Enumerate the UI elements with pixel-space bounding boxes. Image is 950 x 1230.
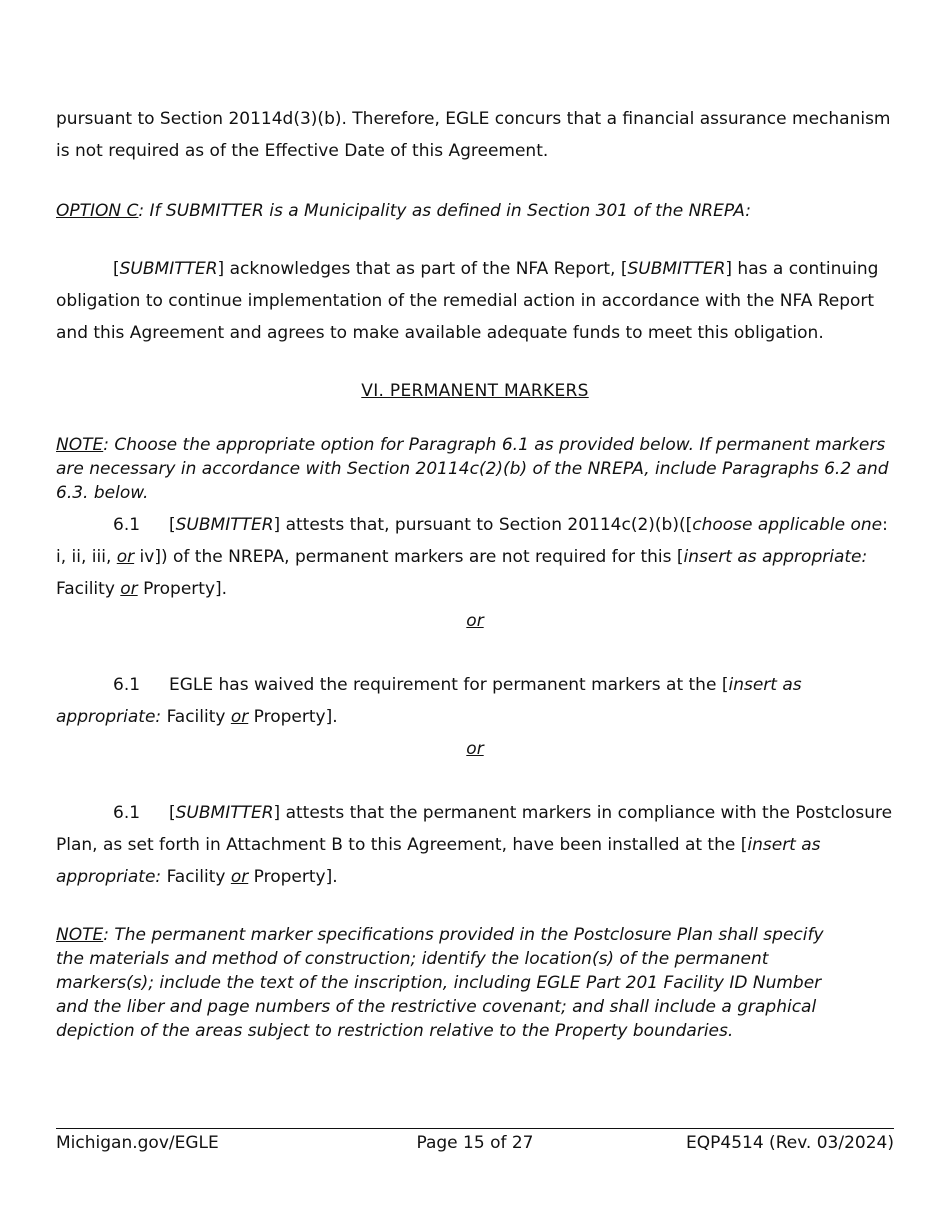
text-run: EGLE has waived the requirement for permanent markers at the [ [169, 675, 729, 695]
section-heading [56, 379, 894, 403]
or-word: or [230, 867, 249, 887]
footer-page-number: Page 15 of 27 [416, 1133, 534, 1153]
document-page [56, 103, 894, 1043]
or-word: or [116, 547, 135, 567]
note-label: NOTE [56, 925, 104, 945]
text-run: ] has a continuing obligation to continue implementation of the remedial action in accordance with the NFA Report and this Agreement and agrees to make available adequate funds to meet this obligation. [56, 259, 879, 343]
text-run: ] attests that the permanent markers in compliance with the Postclosure Plan, as set forth in Attachment B to this Agreement, have been installed at the [ [56, 803, 893, 855]
text-run: Property]. [137, 579, 228, 599]
paragraph-6-1-option-c [56, 797, 894, 893]
text-run: [ [169, 515, 176, 535]
text-run: ] acknowledges that as part of the NFA Report, [ [217, 259, 628, 279]
or-word: or [466, 611, 484, 631]
insert-instruction: insert as appropriate: [56, 835, 821, 887]
insert-instruction: insert as appropriate: [683, 547, 868, 567]
text-run: [ [169, 803, 176, 823]
text-run: Facility [161, 707, 231, 727]
text-run: ] attests that, pursuant to Section 20114c(2)(b)([ [273, 515, 693, 535]
option-c-text: : If SUBMITTER is a Municipality as defined in Section 301 of the NREPA: [138, 201, 751, 221]
or-word: or [230, 707, 249, 727]
option-c-paragraph [56, 253, 894, 349]
footer-website: Michigan.gov/EGLE [56, 1133, 219, 1153]
spacer [56, 637, 894, 669]
or-separator [56, 733, 894, 765]
note-text: : The permanent marker specifications provided in the Postclosure Plan shall specify the materials and method of construction; identify the location(s) of the permanent markers(s); include the text of the inscription, including EGLE Part 201 Facility ID Number and the liber and page numbers of the restrictive covenant; and shall include a graphical depiction of the areas subject to restriction relative to the Property boundaries. [56, 925, 824, 1041]
submitter-placeholder: SUBMITTER [119, 259, 218, 279]
text-run: Property]. [248, 867, 338, 887]
spacer [56, 765, 894, 797]
paragraph-number: 6.1 [113, 515, 141, 535]
text-run: Property]. [248, 707, 338, 727]
text-run: iv]) of the NREPA, permanent markers are not required for this [ [134, 547, 684, 567]
section-heading-text: VI. PERMANENT MARKERS [361, 381, 589, 401]
continuation-paragraph: pursuant to Section 20114d(3)(b). Therefore, EGLE concurs that a financial assurance mechanism is not required as of the Effective Date of this Agreement. [56, 109, 891, 161]
text-run: : i, ii, iii, [56, 515, 888, 567]
or-word: or [466, 739, 484, 759]
text-run: Facility [161, 867, 231, 887]
submitter-placeholder: SUBMITTER [175, 803, 274, 823]
paragraph-number: 6.1 [113, 803, 141, 823]
text-run: [ [113, 259, 120, 279]
note-choose-option [56, 433, 894, 505]
option-c-label: OPTION C [56, 201, 139, 221]
or-separator [56, 605, 894, 637]
page-footer [56, 1128, 894, 1155]
paragraph-6-1-option-b [56, 669, 894, 733]
note-marker-specifications [56, 923, 826, 1043]
note-text: : Choose the appropriate option for Paragraph 6.1 as provided below. If permanent markers are necessary in accordance with Section 20114c(2)(b) of the NREPA, include Paragraphs 6.2 and 6.3. below. [56, 435, 889, 503]
footer-form-id: EQP4514 (Rev. 03/2024) [686, 1133, 894, 1153]
text-run: Facility [56, 579, 121, 599]
choose-instruction: choose applicable one [692, 515, 883, 535]
option-c-heading [56, 199, 894, 223]
insert-instruction: insert as appropriate: [56, 675, 802, 727]
paragraph-6-1-option-a [56, 509, 894, 605]
submitter-placeholder: SUBMITTER [175, 515, 274, 535]
paragraph-number: 6.1 [113, 675, 141, 695]
note-label: NOTE [56, 435, 104, 455]
submitter-placeholder: SUBMITTER [627, 259, 726, 279]
or-word: or [120, 579, 138, 599]
